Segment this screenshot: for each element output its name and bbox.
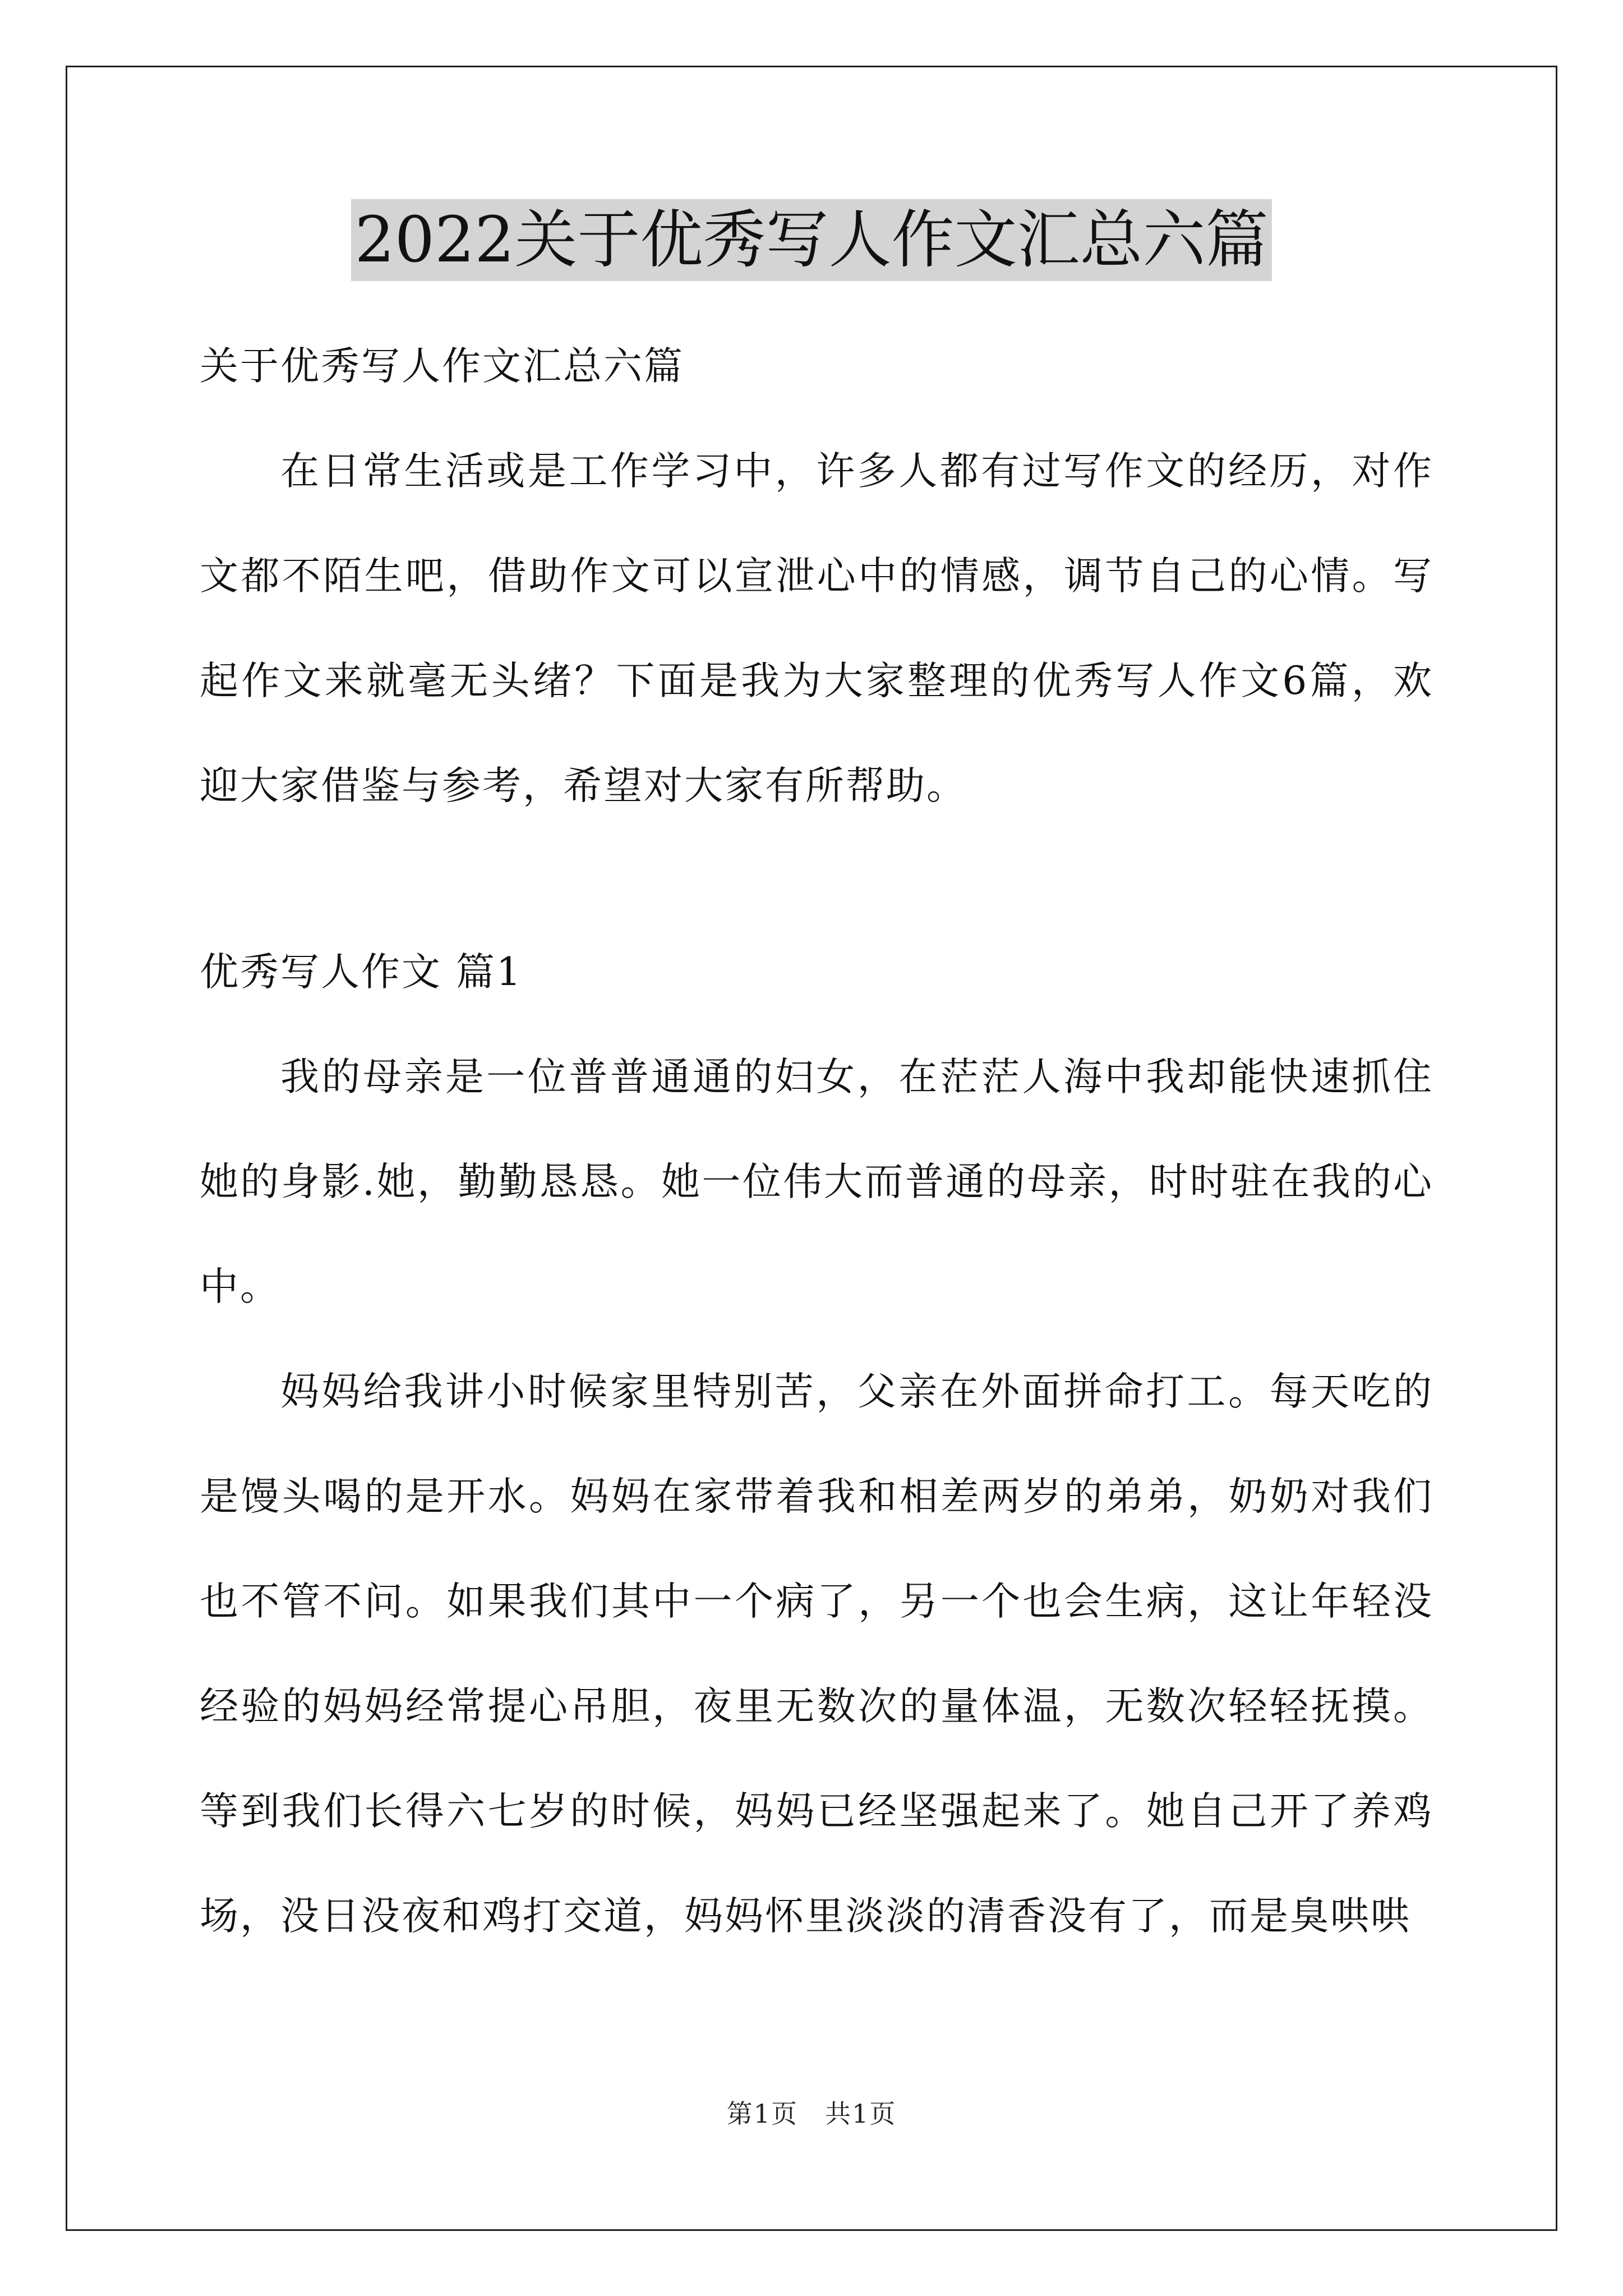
- title-container: [0, 199, 1623, 281]
- document-title: 2022关于优秀写人作文汇总六篇: [351, 199, 1271, 281]
- document-body: [200, 314, 1433, 1969]
- body-paragraph-1: 我的母亲是一位普普通通的妇女，在茫茫人海中我却能快速抓住她的身影.她，勤勤恳恳。她一位伟大而普通的母亲，时时驻在我的心中。: [200, 1055, 1433, 1309]
- section-heading: 优秀写人作文 篇1: [200, 950, 523, 995]
- intro-paragraph: 在日常生活或是工作学习中，许多人都有过写作文的经历，对作文都不陌生吧，借助作文可以宣泄心中的情感，调节自己的心情。写起作文来就毫无头绪？下面是我为大家整理的优秀写人作文6篇，欢迎大家借鉴与参考，希望对大家有所帮助。: [200, 449, 1433, 808]
- document-subtitle: 关于优秀写人作文汇总六篇: [200, 344, 684, 389]
- section-spacer: [200, 839, 1433, 920]
- page-footer: 第1页 共1页: [726, 2099, 897, 2129]
- body-paragraph-2: 妈妈给我讲小时候家里特别苦，父亲在外面拼命打工。每天吃的是馒头喝的是开水。妈妈在家带着我和相差两岁的弟弟，奶奶对我们也不管不问。如果我们其中一个病了，另一个也会生病，这让年轻没经验的妈妈经常提心吊胆，夜里无数次的量体温，无数次轻轻抚摸。等到我们长得六七岁的时候，妈妈已经坚强起来了。她自己开了养鸡场，没日没夜和鸡打交道，妈妈怀里淡淡的清香没有了，而是臭哄哄: [200, 1369, 1433, 1939]
